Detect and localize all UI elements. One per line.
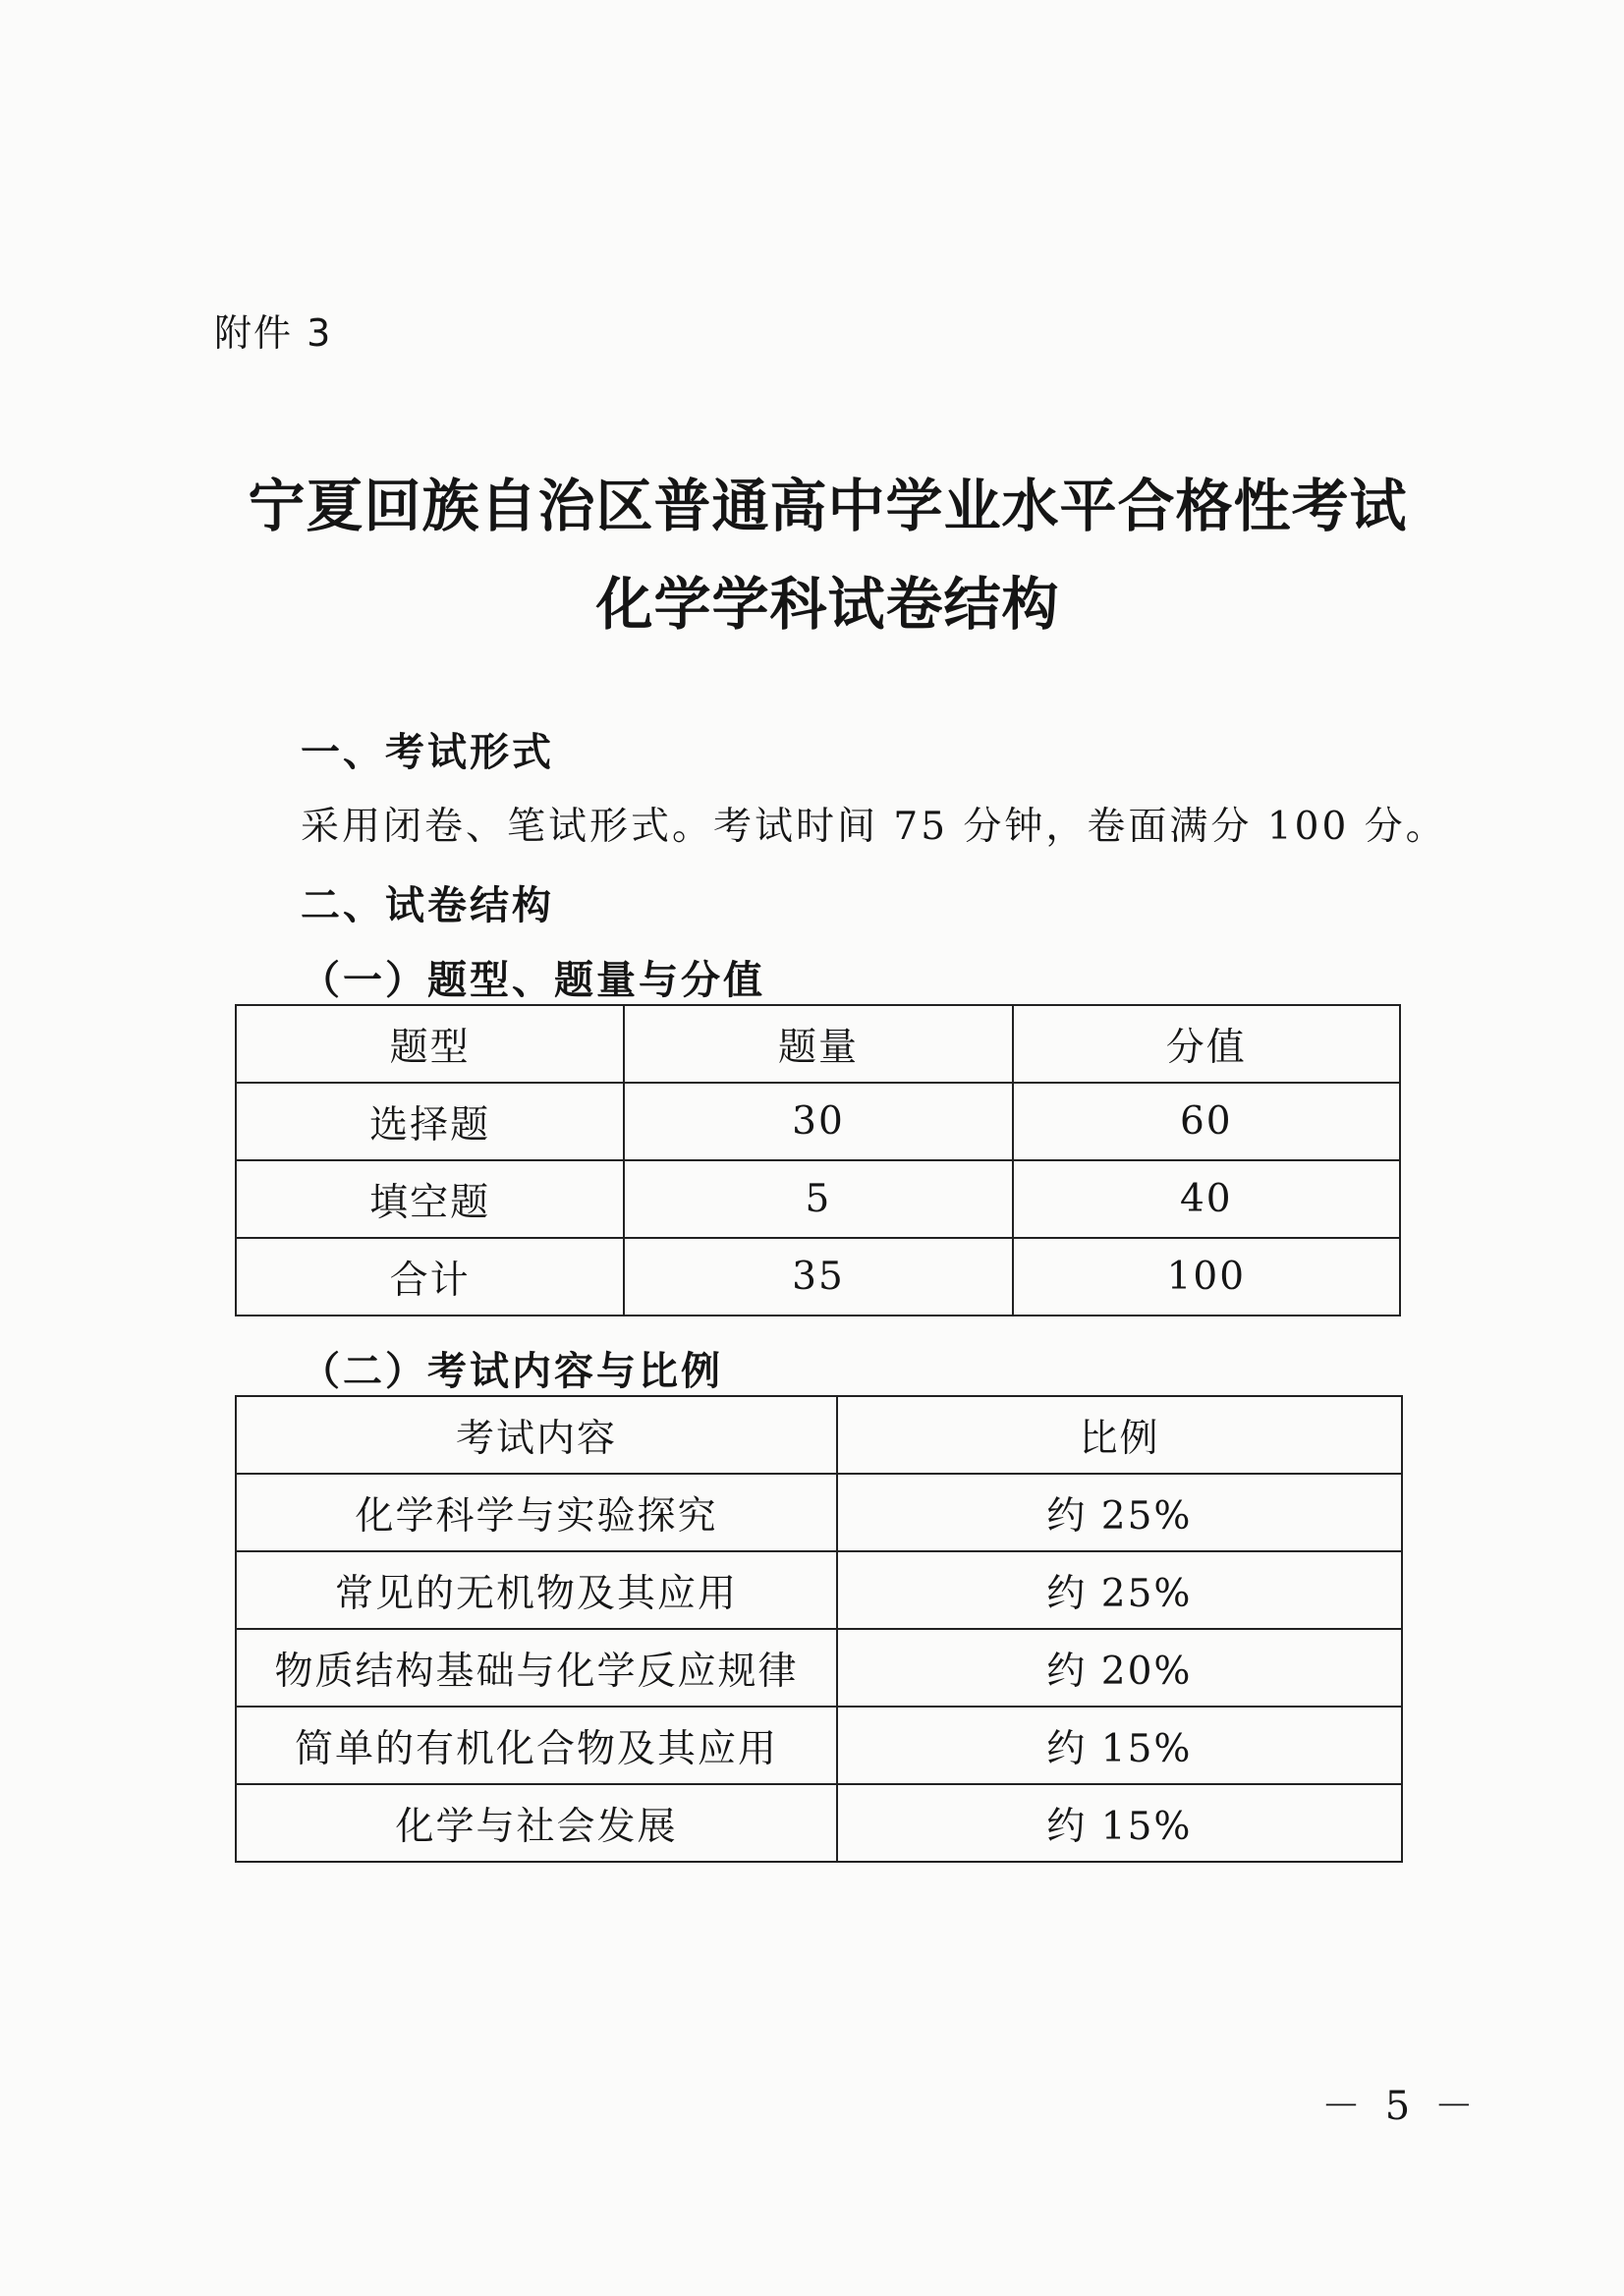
- table-row: [236, 1551, 1402, 1629]
- subsection2-heading: （二）考试内容与比例: [301, 1349, 723, 1394]
- table-cell: 40: [1013, 1160, 1400, 1238]
- header-cell: 题量: [624, 1005, 1012, 1083]
- table-cell: 5: [624, 1160, 1012, 1238]
- table-row: [236, 1784, 1402, 1862]
- table-cell: 化学与社会发展: [236, 1784, 837, 1862]
- subsection1-heading: （一）题型、题量与分值: [301, 958, 765, 1003]
- section1-heading: 一、考试形式: [301, 730, 554, 775]
- table-cell: 约 20%: [837, 1629, 1402, 1707]
- header-cell: 题型: [236, 1005, 624, 1083]
- attachment-label: 附件 3: [214, 311, 333, 355]
- document-title-line1: 宁夏回族自治区普通高中学业水平合格性考试: [248, 473, 1408, 539]
- table-row: [236, 1474, 1402, 1551]
- header-cell: 考试内容: [236, 1396, 837, 1474]
- table-cell: 合计: [236, 1238, 624, 1316]
- table-cell: 选择题: [236, 1083, 624, 1160]
- table-cell: 约 15%: [837, 1784, 1402, 1862]
- table-header-row: [236, 1396, 1402, 1474]
- table-cell: 常见的无机物及其应用: [236, 1551, 837, 1629]
- content-ratio-table: [235, 1395, 1403, 1863]
- table-cell: 35: [624, 1238, 1012, 1316]
- header-cell: 分值: [1013, 1005, 1400, 1083]
- table-row: [236, 1160, 1400, 1238]
- table-cell: 化学科学与实验探究: [236, 1474, 837, 1551]
- question-type-table: [235, 1004, 1401, 1316]
- section1-text: 采用闭卷、笔试形式。考试时间 75 分钟，卷面满分 100 分。: [301, 805, 1447, 849]
- table-cell: 物质结构基础与化学反应规律: [236, 1629, 837, 1707]
- table-cell: 30: [624, 1083, 1012, 1160]
- table-row: [236, 1083, 1400, 1160]
- table-cell: 约 25%: [837, 1551, 1402, 1629]
- document-title-line2: 化学学科试卷结构: [595, 571, 1060, 638]
- table-cell: 约 25%: [837, 1474, 1402, 1551]
- table-cell: 100: [1013, 1238, 1400, 1316]
- table-row: [236, 1238, 1400, 1316]
- table-cell: 简单的有机化合物及其应用: [236, 1707, 837, 1784]
- table-header-row: [236, 1005, 1400, 1083]
- header-cell: 比例: [837, 1396, 1402, 1474]
- table-cell: 约 15%: [837, 1707, 1402, 1784]
- table-row: [236, 1629, 1402, 1707]
- table-cell: 填空题: [236, 1160, 624, 1238]
- table-row: [236, 1707, 1402, 1784]
- section2-heading: 二、试卷结构: [301, 883, 554, 928]
- table-cell: 60: [1013, 1083, 1400, 1160]
- page-number: － 5 －: [1321, 2084, 1480, 2129]
